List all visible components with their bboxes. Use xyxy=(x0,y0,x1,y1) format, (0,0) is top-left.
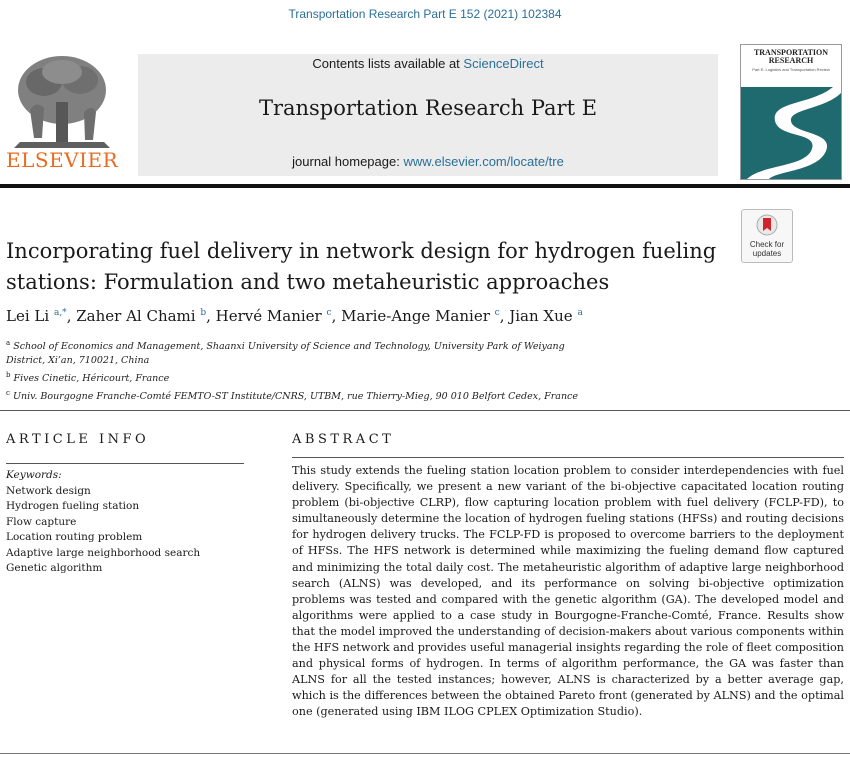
check-updates-line2: updates xyxy=(752,249,782,258)
keyword-item[interactable]: Genetic algorithm xyxy=(6,562,103,574)
keyword-item[interactable]: Network design xyxy=(6,484,91,497)
abstract-divider xyxy=(292,457,844,458)
keyword-item[interactable]: Location routing problem xyxy=(6,531,143,543)
affiliation-line xyxy=(6,336,806,354)
abstract-text: This study extends the fueling station location problem to consider interdependencies with fuel delivery. Specifically, we present a new variant of the bi-objective capacitated location routing problem (bi-objective CLRP), flow capturing location problem with fuel delivery (FCLP-FD), to simultaneously determine the location of hydrogen fueling stations (HFSs) and routing decisions for hydrogen delivery trucks. The FCLP-FD is proposed to overcome barriers to the deployment of HFSs. The HFS network is determined while maximizing the fueling demand flow captured and minimizing the total daily cost. The metaheuristic algorithm of adaptive large neighborhood search (ALNS) was developed, and its performance on solving bi-objective optimization problems was tested and compared with the genetic algorithm (GA). The developed model and algorithms were applied to a case study in Bourgogne-Franche-Comté, France. Results show that the model improved the understanding of decision-makers about various components within the HFS network and provides useful managerial insights regarding the role of fleet composition and physical forms of hydrogen. In terms of algorithm performance, the GA was faster than ALNS for all the tested instances; however, ALNS is characterized by a better average gap, which is the differences between the obtained Pareto front (generated by ALNS) and the optimal one (generated using IBM ILOG CPLEX Optimization Studio). xyxy=(292,464,844,719)
affiliation-marker: c xyxy=(6,389,10,398)
affiliations xyxy=(6,336,806,404)
author-name[interactable]: Hervé Manier xyxy=(215,307,322,325)
author-name[interactable]: Zaher Al Chami xyxy=(76,307,196,325)
homepage-prefix: journal homepage: xyxy=(292,154,404,169)
elsevier-wordmark[interactable]: ELSEVIER xyxy=(6,148,119,172)
journal-header xyxy=(0,40,850,188)
article-info-heading: ARTICLE INFO xyxy=(6,432,150,447)
affiliation-text: School of Economics and Management, Shaanxi University of Science and Technology, University Park of Weiyang xyxy=(13,341,565,353)
author-affiliation-marker[interactable]: a xyxy=(577,308,583,318)
keyword-item[interactable]: Adaptive large neighborhood search xyxy=(6,546,201,559)
sciencedirect-link[interactable]: ScienceDirect xyxy=(463,56,544,71)
cover-title-line2: RESEARCH xyxy=(768,56,814,65)
abstract-heading: ABSTRACT xyxy=(292,432,395,447)
author-name[interactable]: Jian Xue xyxy=(509,307,573,325)
contents-prefix: Contents lists available at xyxy=(312,56,464,71)
journal-title: Transportation Research Part E xyxy=(258,96,598,120)
author-affiliation-marker[interactable]: c xyxy=(326,308,332,318)
header-divider xyxy=(0,184,850,188)
keywords-list xyxy=(6,484,246,577)
cover-title xyxy=(741,49,841,65)
author-affiliation-marker[interactable]: c xyxy=(494,308,500,318)
journal-homepage-link[interactable]: www.elsevier.com/locate/tre xyxy=(403,154,564,169)
contents-line xyxy=(138,56,718,71)
affiliation-text: District, Xi’an, 710021, China xyxy=(6,355,150,367)
affiliation-line xyxy=(6,368,806,386)
author-name[interactable]: Marie-Ange Manier xyxy=(341,307,490,325)
article-title: Incorporating fuel delivery in network design for hydrogen fueling stations: Formulation and two metaheuristic approaches xyxy=(6,239,717,294)
check-updates-label xyxy=(742,240,792,258)
author-name[interactable]: Lei Li xyxy=(6,307,50,325)
keyword-item[interactable]: Flow capture xyxy=(6,515,77,528)
check-updates-line1: Check for xyxy=(749,240,785,249)
cover-subtitle: Part E: Logistics and Transportation Review xyxy=(752,67,830,72)
affiliation-marker: b xyxy=(6,371,11,380)
keyword-item[interactable]: Hydrogen fueling station xyxy=(6,500,140,512)
check-for-updates-button[interactable] xyxy=(741,209,793,263)
cover-title-line1: TRANSPORTATION xyxy=(753,48,829,57)
affiliation-line xyxy=(6,354,806,368)
bookmark-icon xyxy=(756,214,778,238)
article-info-divider xyxy=(6,463,244,464)
journal-masthead xyxy=(138,54,718,176)
author-affiliation-marker[interactable]: b xyxy=(200,308,207,318)
footer-divider xyxy=(0,753,850,754)
author-list: Lei Li $^{a,*}$, Zaher Al Chami $^b$, Hervé Manier $^c$, Marie-Ange Manier $^c$, Jian Xue $^a$ xyxy=(6,307,583,325)
cover-road-art xyxy=(741,87,841,179)
homepage-line xyxy=(138,154,718,169)
affiliation-marker: a xyxy=(6,339,11,347)
affiliation-text: Univ. Bourgogne Franche-Comté FEMTO-ST Institute/CNRS, UTBM, rue Thierry-Mieg, 90 010 Belfort Cedex, France xyxy=(12,391,579,403)
journal-cover-thumbnail[interactable] xyxy=(740,44,842,180)
keywords-block xyxy=(6,468,246,577)
keywords-label: Keywords: xyxy=(6,469,62,481)
affiliation-text: Fives Cinetic, Héricourt, France xyxy=(13,373,170,385)
author-affiliation-marker[interactable]: a,* xyxy=(53,308,67,318)
journal-citation[interactable]: Transportation Research Part E 152 (2021) 102384 xyxy=(288,7,562,21)
affiliation-divider xyxy=(0,410,850,411)
affiliation-line xyxy=(6,386,806,404)
